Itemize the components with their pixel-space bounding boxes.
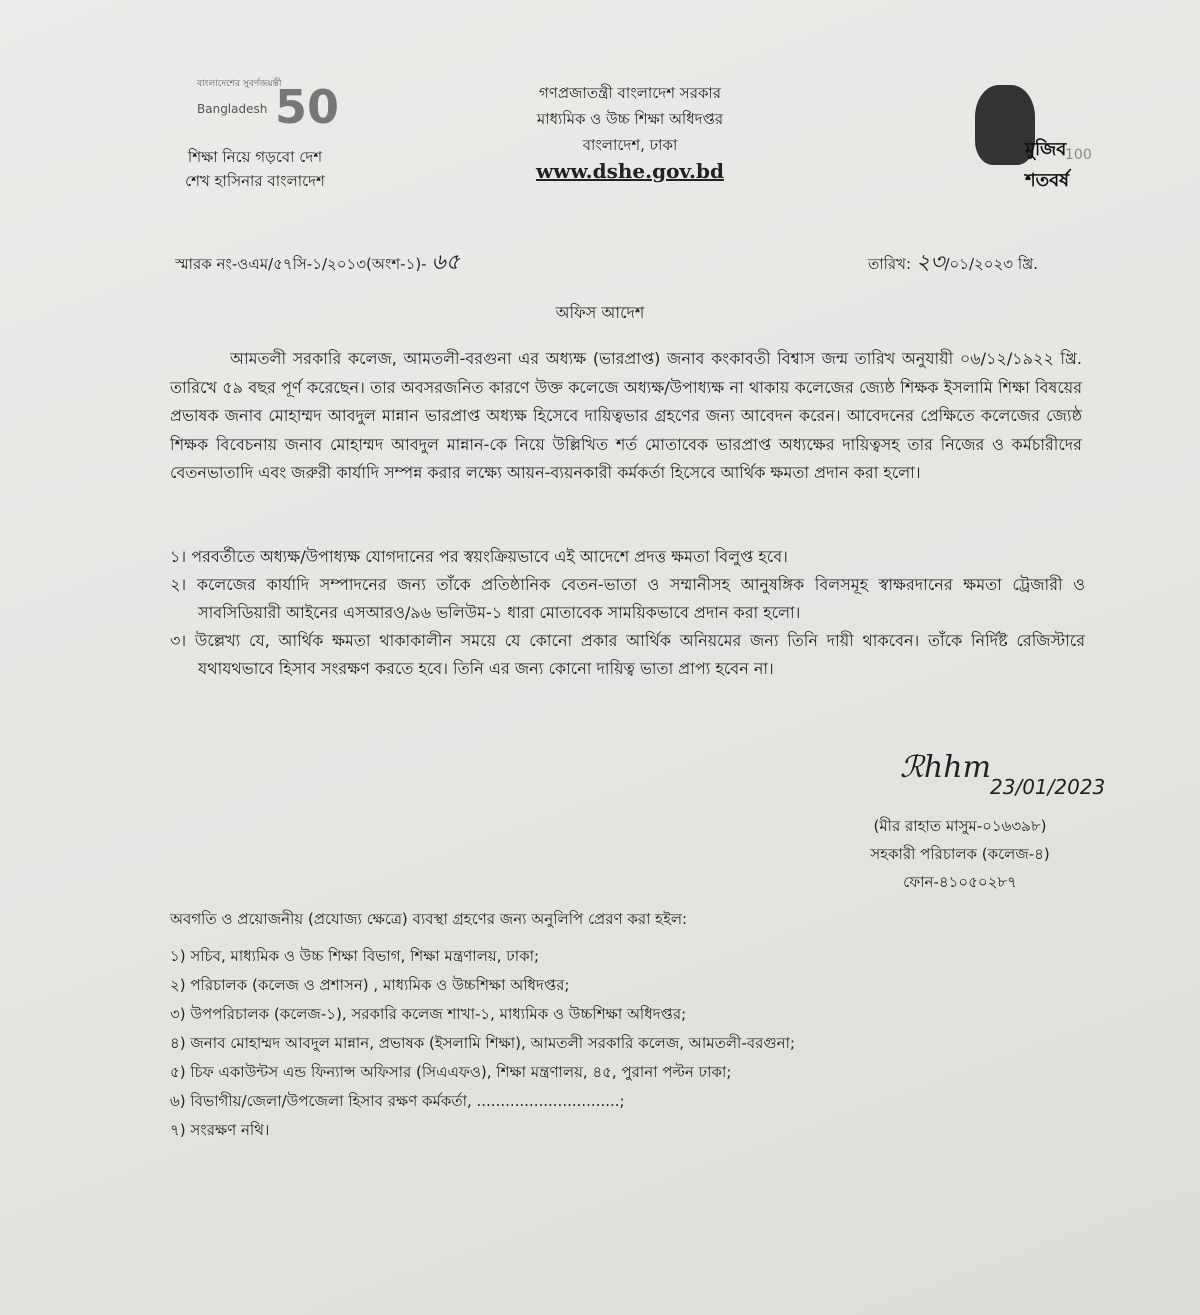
copy-item: ৭) সংরক্ষণ নথি। (170, 1121, 270, 1139)
govt-name: গণপ্রজাতন্ত্রী বাংলাদেশ সরকার (538, 84, 722, 102)
copies-list (170, 942, 795, 1145)
memo-label: স্মারক নং-ওএম/৫৭সি-১/২০১৩(অংশ-১)- (175, 255, 427, 273)
copy-item: ১) সচিব, মাধ্যমিক ও উচ্চ শিক্ষা বিভাগ, শিক্ষা মন্ত্রণালয়, ঢাকা; (170, 947, 539, 965)
condition-item: ৩। উল্লেখ্য যে, আর্থিক ক্ষমতা থাকাকালীন সময়ে যে কোনো প্রকার আর্থিক অনিয়মের জন্য তিনি দায়ী থাকবেন। তাঁকে নির্দিষ্ট রেজিস্টারে যথাযথভাবে হিসাব সংরক্ষণ করতে হবে। তিনি এর জন্য কোনো দায়িত্ব ভাতা প্রাপ্য হবেন না। (170, 631, 1085, 678)
conditions-list (170, 543, 1085, 683)
bangladesh-50-logo (185, 72, 345, 142)
logo-brand: Bangladesh (197, 102, 268, 116)
condition-item: ২। কলেজের কার্যাদি সম্পাদনের জন্য তাঁকে প্রতিষ্ঠানিক বেতন-ভাতা ও সম্মানীসহ আনুষঙ্গিক বিলসমূহ স্বাক্ষরদানের ক্ষমতা ট্রেজারী ও সাবসিডিয়ারী আইনের এসআরও/৯৬ ভলিউম-১ ধারা মোতাবেক সাময়িকভাবে প্রদান করা হলো। (170, 575, 1085, 622)
copy-item: ৪) জনাব মোহাম্মদ আবদুল মান্নান, প্রভাষক (ইসলামি শিক্ষা), আমতলী সরকারি কলেজ, আমতলী-বরগুনা; (170, 1034, 796, 1052)
memo-handwritten: ৬৫ (431, 250, 460, 275)
copies-header: অবগতি ও প্রয়োজনীয় (প্রযোজ্য ক্ষেত্রে) ব্যবস্থা গ্রহণের জন্য অনুলিপি প্রেরণ করা হইল: (170, 910, 688, 928)
copy-item: ৩) উপপরিচালক (কলেজ-১), সরকারি কলেজ শাখা-১, মাধ্যমিক ও উচ্চশিক্ষা অধিদপ্তর; (170, 1005, 687, 1023)
date-label: তারিখ: (868, 255, 912, 273)
signatory-phone: ফোন-৪১০৫০২৮৭ (903, 873, 1017, 891)
location: বাংলাদেশ, ঢাকা (582, 136, 678, 154)
logo-text: মুজিব শতবর্ষ (1025, 139, 1070, 191)
mujib-borsho-logo (965, 85, 1095, 191)
signatory-designation: সহকারী পরিচালক (কলেজ-৪) (870, 845, 1050, 863)
memo-number (175, 245, 460, 282)
date-rest: /০১/২০২৩ খ্রি. (944, 255, 1039, 273)
copy-item: ২) পরিচালক (কলেজ ও প্রশাসন) , মাধ্যমিক ও উচ্চশিক্ষা অধিদপ্তর; (170, 976, 570, 994)
logo-number: 100 (1065, 147, 1092, 163)
copy-item: ৫) চিফ একাউন্টস এন্ড ফিন্যান্স অফিসার (সিএএফও), শিক্ষা মন্ত্রণালয়, ৪৫, পুরানা পল্টন ঢাকা; (170, 1063, 732, 1081)
signatory-block (830, 812, 1090, 896)
body-paragraph: আমতলী সরকারি কলেজ, আমতলী-বরগুনা এর অধ্যক্ষ (ভারপ্রাপ্ত) জনাব কংকাবতী বিশ্বাস জন্ম তারিখ অনুযায়ী ০৬/১২/১৯২২ খ্রি. তারিখে ৫৯ বছর পূর্ণ করেছেন। তার অবসরজনিত কারণে উক্ত কলেজে অধ্যক্ষ/উপাধ্যক্ষ না থাকায় কলেজের জ্যেষ্ঠ শিক্ষক ইসলামি শিক্ষা বিষয়ের প্রভাষক জনাব মোহাম্মদ আবদুল মান্নান ভারপ্রাপ্ত অধ্যক্ষ হিসেবে দায়িত্বভার গ্রহণের জন্য আবেদন করেন। আবেদনের প্রেক্ষিতে কলেজের জ্যেষ্ঠ শিক্ষক বিবেচনায় জনাব মোহাম্মদ আবদুল মান্নান-কে নিয়ে উল্লিখিত শর্ত মোতাবেক ভারপ্রাপ্ত অধ্যক্ষের দায়িত্বসহ তার নিজের ও কর্মচারীদের বেতনভাতাদি এবং জরুরী কার্যাদি সম্পন্ন করার লক্ষ্যে আয়ন-ব্যয়নকারী কর্মকর্তা হিসেবে আর্থিক ক্ষমতা প্রদান করা হলো। (170, 349, 1082, 482)
letterhead (450, 80, 810, 184)
department-name: মাধ্যমিক ও উচ্চ শিক্ষা অধিদপ্তর (536, 110, 724, 128)
logo-small-text: বাংলাদেশের সুবর্ণজয়ন্তী (197, 79, 282, 89)
signature-date: 23/01/2023 (990, 775, 1106, 799)
slogan (170, 145, 340, 193)
slogan-line: শেখ হাসিনার বাংলাদেশ (185, 172, 325, 190)
condition-item: ১। পরবর্তীতে অধ্যক্ষ/উপাধ্যক্ষ যোগদানের পর স্বয়ংক্রিয়ভাবে এই আদেশে প্রদত্ত ক্ষমতা বিলুপ্ত হবে। (170, 547, 788, 566)
website-url: www.dshe.gov.bd (536, 159, 724, 183)
document-title: অফিস আদেশ (555, 303, 645, 322)
date-handwritten: ২৩ (915, 250, 945, 275)
slogan-line: শিক্ষা নিয়ে গড়বো দেশ (187, 148, 323, 166)
copy-item: ৬) বিভাগীয়/জেলা/উপজেলা হিসাব রক্ষণ কর্মকর্তা, ..............................; (170, 1092, 625, 1110)
date (868, 245, 1038, 282)
logo-number: 50 (275, 80, 340, 134)
signature: ℛhhm (900, 750, 992, 785)
signatory-name: (মীর রাহাত মাসুম-০১৬৩৯৮) (873, 817, 1047, 835)
